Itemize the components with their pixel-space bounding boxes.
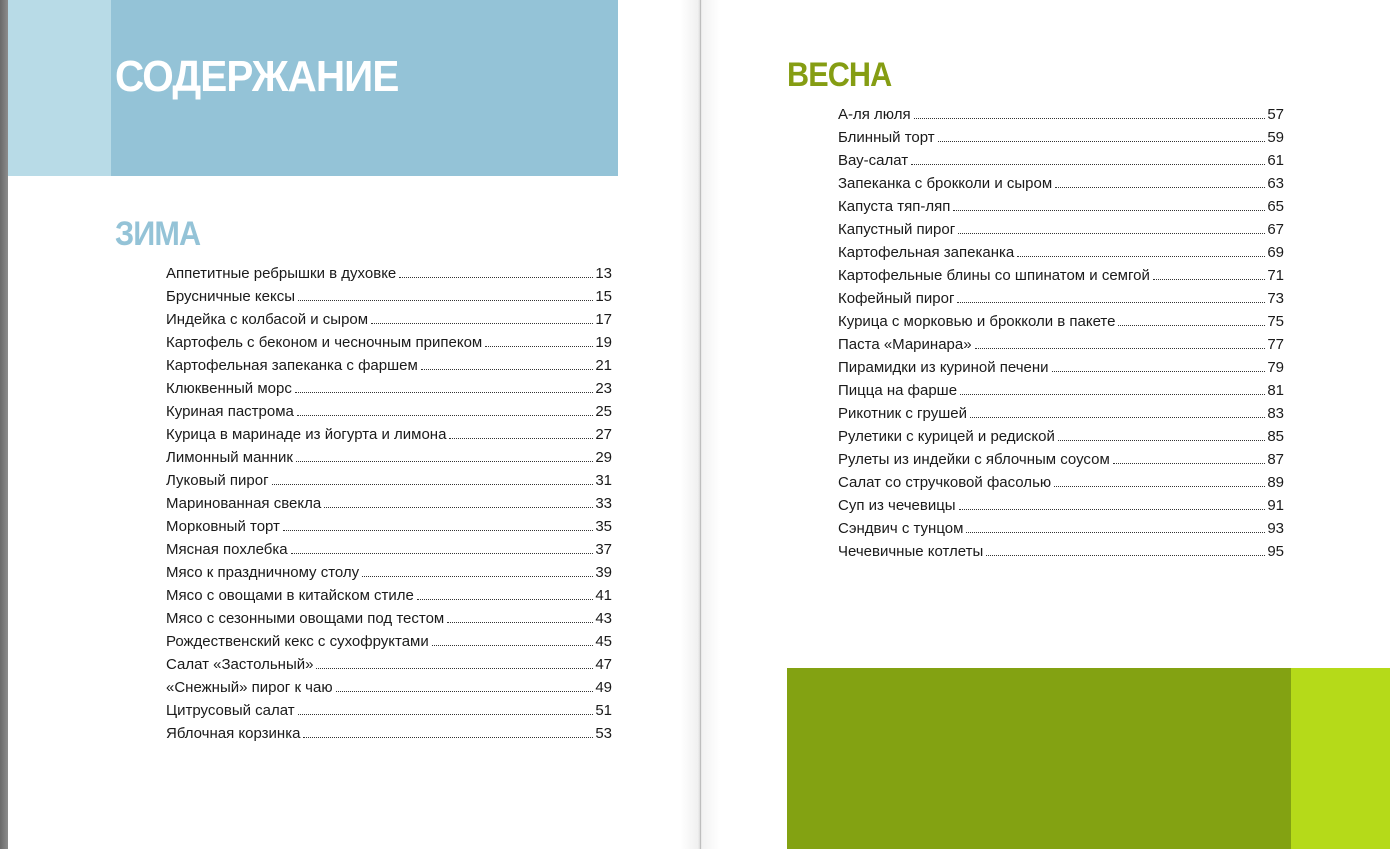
toc-leader-dots (1052, 371, 1266, 372)
toc-entry-page-number: 51 (595, 702, 612, 719)
toc-entry-page-number: 57 (1267, 106, 1284, 123)
toc-leader-dots (362, 576, 593, 577)
toc-entry-page-number: 41 (595, 587, 612, 604)
toc-leader-dots (371, 323, 593, 324)
toc-entry[interactable] (166, 633, 612, 656)
toc-leader-dots (1055, 187, 1265, 188)
toc-entry-title: Картофельная запеканка с фаршем (166, 357, 418, 374)
toc-entry[interactable] (166, 587, 612, 610)
toc-entry-title: Картофельная запеканка (838, 244, 1015, 261)
toc-entry-page-number: 39 (595, 564, 612, 581)
toc-leader-dots (399, 277, 593, 278)
toc-leader-dots (986, 555, 1265, 556)
toc-entry-title: Картофель с беконом и чесночным припеком (166, 334, 483, 351)
toc-entry[interactable] (838, 129, 1284, 152)
toc-entry[interactable] (838, 175, 1284, 198)
toc-entry[interactable] (838, 405, 1284, 428)
toc-entry[interactable] (838, 221, 1284, 244)
toc-entry-title: Сэндвич с тунцом (838, 520, 964, 537)
toc-leader-dots (417, 599, 593, 600)
page-title: СОДЕРЖАНИЕ (115, 52, 399, 101)
toc-entry-page-number: 19 (595, 334, 612, 351)
toc-entry-title: Луковый пирог (166, 472, 269, 489)
toc-entry[interactable] (838, 106, 1284, 129)
toc-entry[interactable] (838, 497, 1284, 520)
toc-leader-dots (303, 737, 593, 738)
toc-entry[interactable] (166, 311, 612, 334)
toc-leader-dots (297, 415, 593, 416)
toc-entry-page-number: 29 (595, 449, 612, 466)
toc-entry[interactable] (838, 152, 1284, 175)
section-title-winter: ЗИМА (115, 215, 201, 253)
toc-entry[interactable] (166, 564, 612, 587)
toc-entry-title: Мясная похлебка (166, 541, 288, 558)
toc-entry-title: Пицца на фарше (838, 382, 958, 399)
toc-entry-title: Цитрусовый салат (166, 702, 295, 719)
toc-leader-dots (291, 553, 594, 554)
toc-entry-title: Картофельные блины со шпинатом и семгой (838, 267, 1150, 284)
toc-entry[interactable] (166, 541, 612, 564)
toc-entry[interactable] (838, 198, 1284, 221)
toc-entry-title: Паста «Маринара» (838, 336, 972, 353)
toc-leader-dots (316, 668, 593, 669)
toc-leader-dots (324, 507, 593, 508)
toc-entry-page-number: 25 (595, 403, 612, 420)
toc-entry[interactable] (838, 474, 1284, 497)
toc-entry[interactable] (166, 334, 612, 357)
toc-entry-title: Лимонный манник (166, 449, 293, 466)
toc-leader-dots (272, 484, 594, 485)
toc-leader-dots (1054, 486, 1265, 487)
toc-entry-page-number: 45 (595, 633, 612, 650)
toc-entry[interactable] (166, 702, 612, 725)
toc-entry-page-number: 21 (595, 357, 612, 374)
toc-entry-title: Мясо с сезонными овощами под тестом (166, 610, 445, 627)
toc-entry-title: Чечевичные котлеты (838, 543, 984, 560)
toc-leader-dots (975, 348, 1266, 349)
toc-entry[interactable] (166, 449, 612, 472)
toc-entry-page-number: 15 (595, 288, 612, 305)
toc-leader-dots (295, 392, 593, 393)
toc-leader-dots (336, 691, 594, 692)
toc-entry[interactable] (838, 336, 1284, 359)
toc-leader-dots (953, 210, 1265, 211)
left-page (8, 0, 700, 849)
toc-entry-title: А-ля люля (838, 106, 911, 123)
toc-leader-dots (966, 532, 1265, 533)
toc-leader-dots (960, 394, 1265, 395)
toc-leader-dots (1153, 279, 1265, 280)
toc-entry[interactable] (838, 428, 1284, 451)
toc-entry-page-number: 17 (595, 311, 612, 328)
footer-band-green (787, 668, 1291, 849)
toc-leader-dots (432, 645, 594, 646)
window-edge (0, 0, 8, 849)
toc-entry-page-number: 69 (1267, 244, 1284, 261)
toc-entry[interactable] (838, 267, 1284, 290)
toc-entry-title: Блинный торт (838, 129, 935, 146)
toc-entry-page-number: 93 (1267, 520, 1284, 537)
header-band-light (8, 0, 111, 176)
toc-entry[interactable] (838, 520, 1284, 543)
toc-entry-page-number: 31 (595, 472, 612, 489)
toc-entry-title: Яблочная корзинка (166, 725, 301, 742)
toc-entry[interactable] (166, 403, 612, 426)
toc-entry-title: Запеканка с брокколи и сыром (838, 175, 1053, 192)
toc-entry-title: Морковный торт (166, 518, 280, 535)
toc-entry-page-number: 37 (595, 541, 612, 558)
toc-entry-page-number: 89 (1267, 474, 1284, 491)
toc-entry[interactable] (166, 725, 612, 748)
toc-entry[interactable] (838, 313, 1284, 336)
footer-band-green-light (1291, 668, 1390, 849)
toc-entry-title: Клюквенный морс (166, 380, 292, 397)
toc-leader-dots (1017, 256, 1265, 257)
toc-entry-page-number: 71 (1267, 267, 1284, 284)
toc-entry-page-number: 79 (1267, 359, 1284, 376)
toc-leader-dots (447, 622, 593, 623)
right-page (701, 0, 1390, 849)
toc-leader-dots (298, 714, 594, 715)
toc-entry[interactable] (838, 359, 1284, 382)
toc-leader-dots (1113, 463, 1266, 464)
toc-entry-title: Маринованная свекла (166, 495, 322, 512)
section-title-spring: ВЕСНА (787, 56, 892, 94)
toc-leader-dots (1118, 325, 1265, 326)
toc-entry-page-number: 49 (595, 679, 612, 696)
toc-entry-title: Вау-салат (838, 152, 909, 169)
toc-entry-title: Пирамидки из куриной печени (838, 359, 1049, 376)
toc-leader-dots (957, 302, 1265, 303)
toc-leader-dots (298, 300, 593, 301)
toc-leader-dots (296, 461, 593, 462)
toc-entry-page-number: 65 (1267, 198, 1284, 215)
toc-entry-page-number: 73 (1267, 290, 1284, 307)
toc-entry[interactable] (166, 472, 612, 495)
toc-entry-page-number: 13 (595, 265, 612, 282)
toc-leader-dots (421, 369, 594, 370)
toc-entry-page-number: 53 (595, 725, 612, 742)
toc-entry[interactable] (838, 543, 1284, 566)
toc-entry-title: Капуста тяп-ляп (838, 198, 951, 215)
toc-entry-page-number: 87 (1267, 451, 1284, 468)
toc-entry[interactable] (166, 380, 612, 403)
toc-entry-page-number: 27 (595, 426, 612, 443)
toc-leader-dots (283, 530, 593, 531)
toc-entry[interactable] (166, 357, 612, 380)
toc-entry-page-number: 67 (1267, 221, 1284, 238)
toc-entry-page-number: 85 (1267, 428, 1284, 445)
toc-entry-title: Кофейный пирог (838, 290, 955, 307)
toc-entry[interactable] (166, 518, 612, 541)
toc-entry-page-number: 77 (1267, 336, 1284, 353)
toc-entry[interactable] (166, 679, 612, 702)
toc-entry-page-number: 59 (1267, 129, 1284, 146)
toc-entry-title: Салат со стручковой фасолью (838, 474, 1052, 491)
toc-entry[interactable] (166, 426, 612, 449)
toc-entry[interactable] (166, 610, 612, 633)
toc-entry-page-number: 23 (595, 380, 612, 397)
toc-entry-page-number: 61 (1267, 152, 1284, 169)
toc-entry-page-number: 75 (1267, 313, 1284, 330)
toc-entry-page-number: 43 (595, 610, 612, 627)
toc-entry-page-number: 47 (595, 656, 612, 673)
toc-leader-dots (911, 164, 1265, 165)
toc-entry-title: Курица в маринаде из йогурта и лимона (166, 426, 447, 443)
toc-leader-dots (958, 233, 1265, 234)
toc-entry-page-number: 95 (1267, 543, 1284, 560)
toc-entry[interactable] (166, 495, 612, 518)
toc-entry-title: «Снежный» пирог к чаю (166, 679, 333, 696)
toc-leader-dots (485, 346, 593, 347)
toc-list-spring (838, 106, 1284, 566)
toc-entry-title: Рулетики с курицей и редиской (838, 428, 1055, 445)
toc-entry-title: Рождественский кекс с сухофруктами (166, 633, 429, 650)
toc-entry[interactable] (166, 656, 612, 679)
toc-entry[interactable] (166, 288, 612, 311)
toc-entry[interactable] (838, 244, 1284, 267)
toc-entry-title: Индейка с колбасой и сыром (166, 311, 369, 328)
toc-entry-title: Рулеты из индейки с яблочным соусом (838, 451, 1110, 468)
toc-entry-page-number: 81 (1267, 382, 1284, 399)
toc-entry[interactable] (166, 265, 612, 288)
toc-entry-page-number: 33 (595, 495, 612, 512)
toc-entry-title: Аппетитные ребрышки в духовке (166, 265, 397, 282)
toc-entry-title: Мясо с овощами в китайском стиле (166, 587, 414, 604)
toc-entry-title: Рикотник с грушей (838, 405, 967, 422)
toc-entry[interactable] (838, 382, 1284, 405)
toc-leader-dots (959, 509, 1266, 510)
toc-entry[interactable] (838, 290, 1284, 313)
toc-leader-dots (938, 141, 1266, 142)
toc-entry-title: Куриная пастрома (166, 403, 294, 420)
toc-entry-page-number: 35 (595, 518, 612, 535)
toc-entry-title: Мясо к праздничному столу (166, 564, 360, 581)
toc-entry-title: Курица с морковью и брокколи в пакете (838, 313, 1116, 330)
toc-list-winter (166, 265, 612, 748)
toc-leader-dots (1058, 440, 1265, 441)
toc-entry-page-number: 63 (1267, 175, 1284, 192)
toc-leader-dots (449, 438, 593, 439)
toc-entry[interactable] (838, 451, 1284, 474)
toc-entry-title: Брусничные кексы (166, 288, 295, 305)
toc-entry-title: Салат «Застольный» (166, 656, 314, 673)
toc-entry-page-number: 91 (1267, 497, 1284, 514)
toc-leader-dots (914, 118, 1266, 119)
toc-entry-page-number: 83 (1267, 405, 1284, 422)
toc-entry-title: Капустный пирог (838, 221, 956, 238)
toc-entry-title: Суп из чечевицы (838, 497, 956, 514)
toc-leader-dots (970, 417, 1265, 418)
